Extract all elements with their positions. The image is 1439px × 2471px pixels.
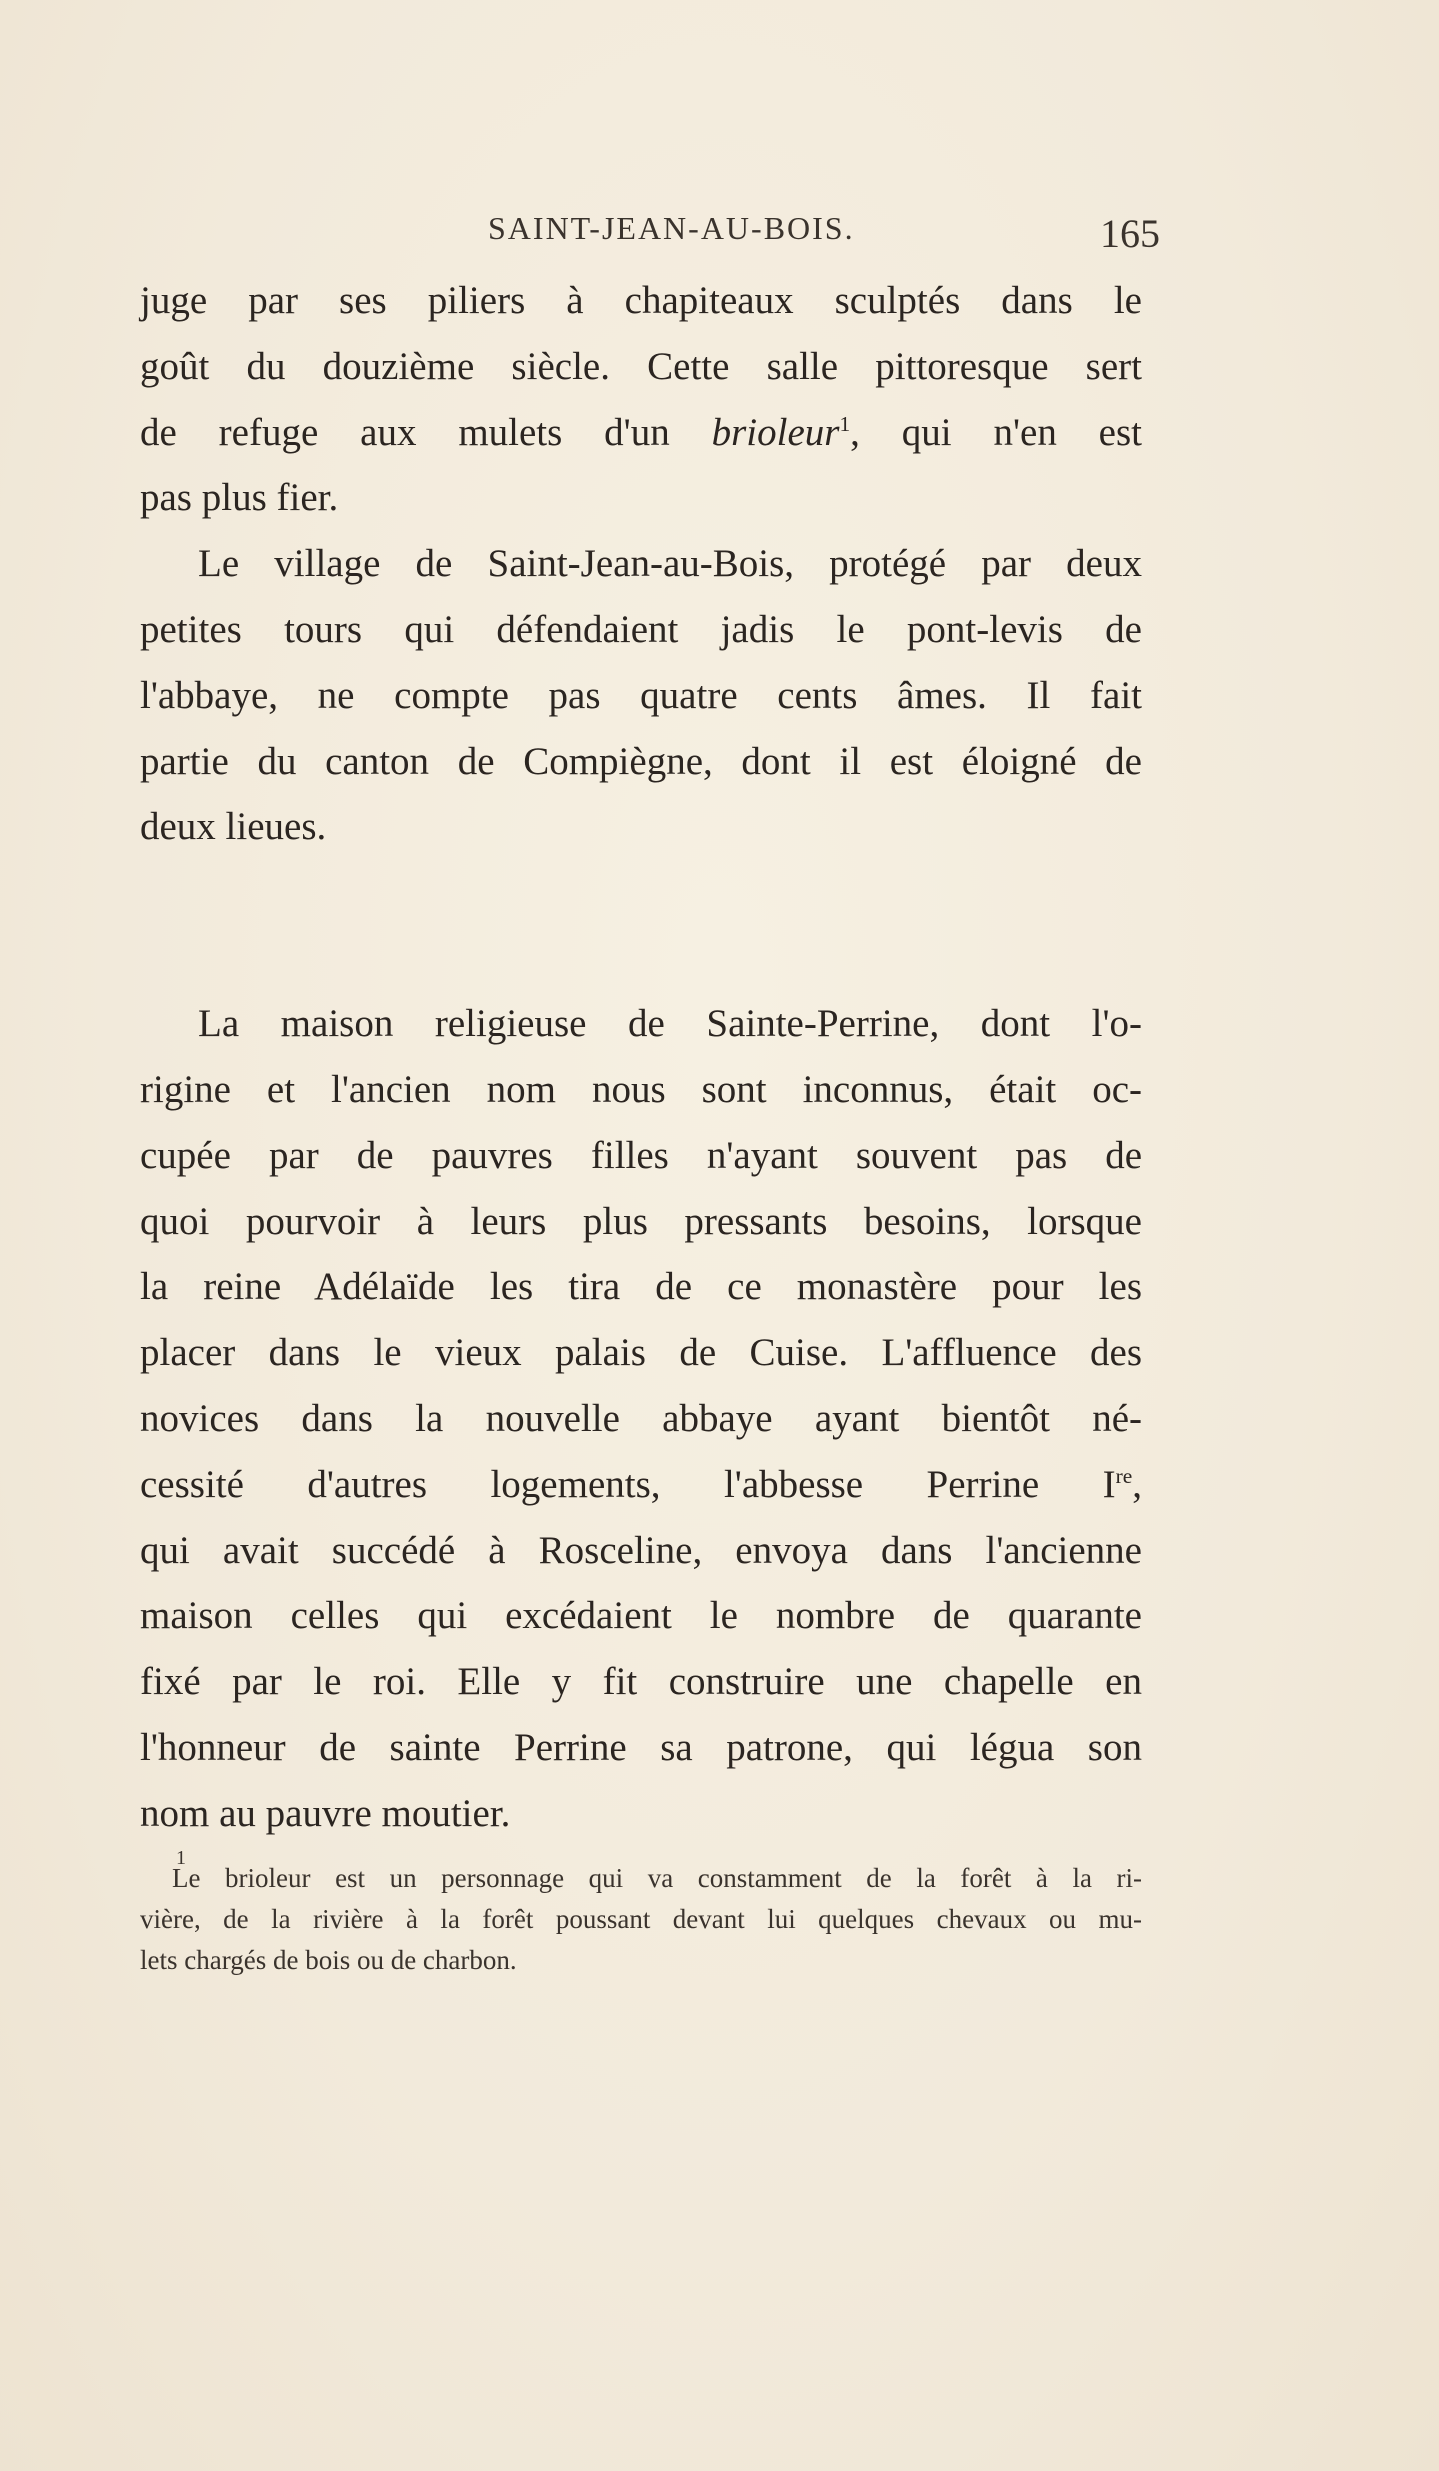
footnote-line: vière, de la rivière à la forêt poussant devant lui quelques chevaux ou mu- — [140, 1904, 1142, 1934]
page-number: 165 — [1100, 211, 1160, 256]
text-line: quoi pourvoir à leurs plus pressants besoins, lorsque — [140, 1199, 1142, 1243]
text-segment: , qui n'en est — [850, 410, 1143, 454]
text-line: partie du canton de Compiègne, dont il est éloigné de — [140, 739, 1142, 783]
page-header — [140, 200, 1160, 260]
footnote-line: lets chargés de bois ou de charbon. — [140, 1945, 517, 1975]
text-segment: , — [1132, 1462, 1142, 1506]
text-line: maison celles qui excédaient le nombre de quarante — [140, 1594, 1142, 1638]
text-line: pas plus fier. — [140, 476, 339, 520]
running-title: SAINT-JEAN-AU-BOIS. — [488, 210, 855, 246]
text-line: la reine Adélaïde les tira de ce monastère pour les — [140, 1265, 1142, 1309]
text-line: qui avait succédé à Rosceline, envoya dans l'ancienne — [140, 1528, 1142, 1572]
text-segment: de refuge aux mulets d'un — [140, 410, 670, 454]
footnote: 1 Le brioleur est un personnage qui va constamment de la forêt à la ri- vière, de la rivière à la forêt poussant devant lui quelques chevaux ou mu- lets chargés de bois ou de charbon. — [140, 1858, 1142, 1981]
paragraph-1 — [140, 268, 1142, 531]
text-line: l'honneur de sainte Perrine sa patrone, qui légua son — [140, 1725, 1142, 1769]
text-line: novices dans la nouvelle abbaye ayant bientôt né- — [140, 1396, 1142, 1440]
text-segment: cessité d'autres logements, l'abbesse Perrine I — [140, 1462, 1116, 1506]
footnote-line: Le brioleur est un personnage qui va constamment de la forêt à la ri- — [172, 1863, 1142, 1893]
text-line: rigine et l'ancien nom nous sont inconnus, était oc- — [140, 1067, 1142, 1111]
footnote-reference[interactable]: 1 — [839, 411, 851, 436]
text-line — [140, 1452, 1142, 1518]
text-line: juge par ses piliers à chapiteaux sculptés dans le — [140, 279, 1142, 322]
text-line — [140, 400, 1142, 466]
text-line: placer dans le vieux palais de Cuise. L'affluence des — [140, 1331, 1142, 1375]
text-line: Le village de Saint-Jean-au-Bois, protégé par deux — [198, 542, 1142, 586]
text-line: deux lieues. — [140, 805, 327, 849]
body-text — [140, 268, 1142, 1847]
text-line: petites tours qui défendaient jadis le pont-levis de — [140, 607, 1142, 651]
text-line: fixé par le roi. Elle y fit construire une chapelle en — [140, 1660, 1142, 1704]
text-line: cupée par de pauvres filles n'ayant souvent pas de — [140, 1133, 1142, 1177]
paragraph-2 — [140, 531, 1142, 860]
paragraph-3 — [140, 991, 1142, 1846]
text-line: goût du douzième siècle. Cette salle pittoresque sert — [140, 344, 1142, 388]
text-line: l'abbaye, ne compte pas quatre cents âmes. Il fait — [140, 673, 1142, 717]
superscript: re — [1115, 1463, 1133, 1488]
text-line: La maison religieuse de Sainte-Perrine, dont l'o- — [198, 1002, 1142, 1046]
italic-term: brioleur — [711, 410, 840, 454]
section-gap — [140, 860, 1142, 991]
text-line: nom au pauvre moutier. — [140, 1791, 511, 1835]
